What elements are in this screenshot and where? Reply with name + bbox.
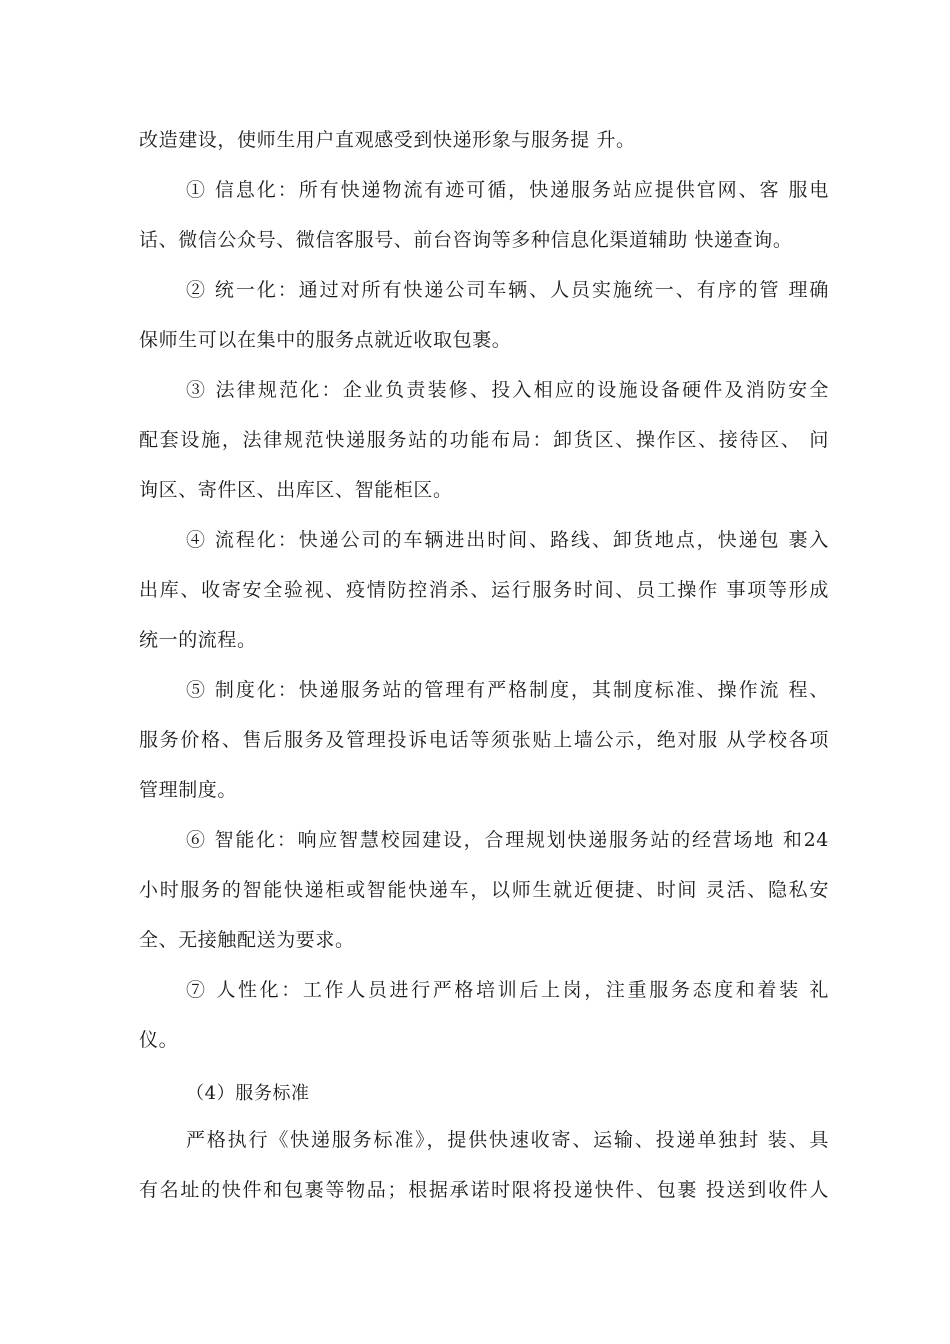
paragraph-line: ④ 流程化：快递公司的车辆进出时间、路线、卸货地点，快递包 裹入	[186, 529, 829, 551]
paragraph-line: 话、微信公众号、微信客服号、前台咨询等多种信息化渠道辅助 快递查询。	[139, 229, 793, 251]
paragraph-line: 配套设施，法律规范快递服务站的功能布局：卸货区、操作区、接待区、 问	[139, 429, 829, 451]
paragraph-line: ③ 法律规范化：企业负责装修、投入相应的设施设备硬件及消防安全	[186, 379, 829, 401]
paragraph-line: ① 信息化：所有快递物流有迹可循，快递服务站应提供官网、客 服电	[186, 179, 829, 201]
paragraph-line: 改造建设，使师生用户直观感受到快递形象与服务提 升。	[139, 129, 636, 151]
paragraph-line: 小时服务的智能快递柜或智能快递车，以师生就近便捷、时间 灵活、隐私安	[139, 879, 829, 901]
paragraph-line: 有名址的快件和包裹等物品；根据承诺时限将投递快件、包裹 投送到收件人	[139, 1179, 829, 1201]
paragraph-line: ② 统一化：通过对所有快递公司车辆、人员实施统一、有序的管 理确	[186, 279, 829, 301]
paragraph-line: 严格执行《快递服务标准》，提供快速收寄、运输、投递单独封 装、具	[186, 1129, 829, 1151]
paragraph-line: ⑤ 制度化：快递服务站的管理有严格制度，其制度标准、操作流 程、	[186, 679, 829, 701]
paragraph-line: ⑦ 人性化：工作人员进行严格培训后上岗，注重服务态度和着装 礼	[186, 979, 829, 1001]
section-heading: （4）服务标准	[186, 1083, 310, 1104]
paragraph-line: 管理制度。	[139, 779, 238, 801]
paragraph-line: 服务价格、售后服务及管理投诉电话等须张贴上墙公示，绝对服 从学校各项	[139, 729, 829, 751]
paragraph-line: 询区、寄件区、出库区、智能柜区。	[139, 479, 453, 501]
paragraph-line: 保师生可以在集中的服务点就近收取包裹。	[139, 329, 512, 351]
paragraph-line: 仪。	[139, 1029, 179, 1051]
paragraph-line: 出库、收寄安全验视、疫情防控消杀、运行服务时间、员工操作 事项等形成	[139, 579, 829, 601]
paragraph-line: 统一的流程。	[139, 629, 257, 651]
paragraph-line: 全、无接触配送为要求。	[139, 929, 355, 951]
paragraph-line: ⑥ 智能化：响应智慧校园建设，合理规划快递服务站的经营场地 和24	[186, 829, 829, 851]
